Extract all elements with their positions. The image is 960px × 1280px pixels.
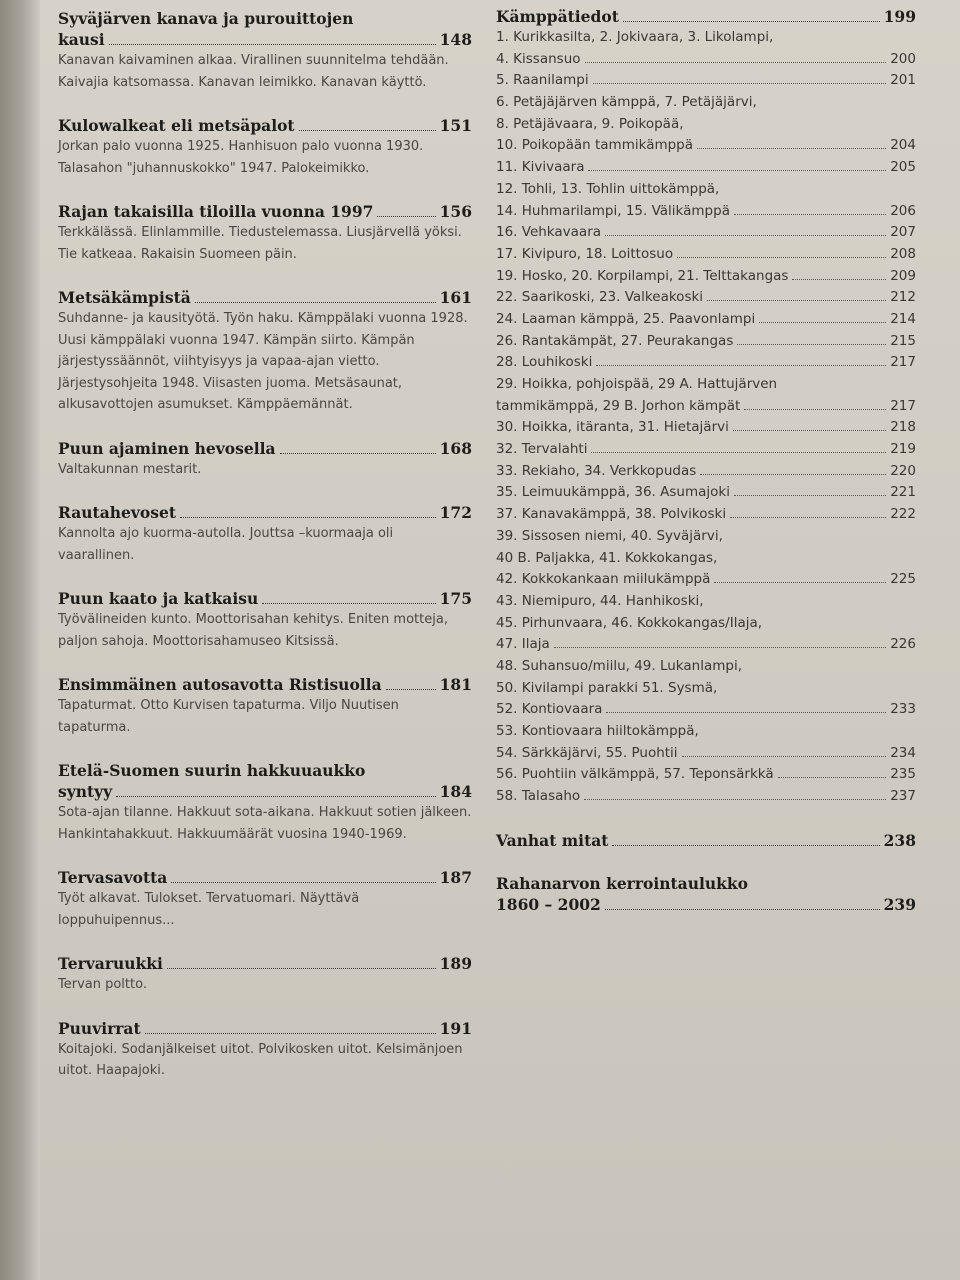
toc-entry-heading bbox=[58, 867, 472, 888]
toc-page-number: 189 bbox=[439, 954, 472, 973]
toc-right-column bbox=[496, 6, 916, 915]
toc-page-number: 218 bbox=[890, 419, 916, 436]
kamppa-list-item-label: 24. Laaman kämppä, 25. Paavonlampi bbox=[496, 310, 756, 327]
leader-dots bbox=[744, 409, 886, 410]
leader-dots bbox=[262, 603, 435, 604]
toc-entry-title: Rautahevoset bbox=[58, 503, 176, 522]
kamppa-list-item-label: 58. Talasaho bbox=[496, 788, 581, 805]
toc-page-number: 191 bbox=[439, 1018, 472, 1038]
toc-entry-heading bbox=[58, 438, 472, 459]
toc-right-sections bbox=[496, 830, 916, 915]
kamppa-list-item bbox=[496, 743, 916, 765]
toc-page-number: 217 bbox=[890, 354, 916, 371]
toc-entry-title: Tervaruukki bbox=[58, 954, 163, 973]
kamppa-list-item-label: tammikämppä, 29 B. Jorhon kämpät bbox=[496, 397, 741, 414]
kamppa-list-item: 8. Petäjävaara, 9. Poikopää, bbox=[496, 115, 684, 132]
toc-entry-title: Tervasavotta bbox=[58, 868, 168, 887]
toc-page-number: 200 bbox=[890, 50, 916, 67]
leader-dots bbox=[167, 968, 436, 969]
toc-page-number: 161 bbox=[439, 288, 472, 307]
toc-entry-heading bbox=[496, 830, 916, 851]
toc-page-number: 239 bbox=[883, 894, 916, 914]
kamppa-list-item-label: 33. Rekiaho, 34. Verkkopudas bbox=[496, 462, 697, 479]
leader-dots bbox=[730, 517, 886, 518]
toc-entry bbox=[58, 674, 472, 738]
leader-dots bbox=[737, 344, 886, 345]
toc-entry-description: Työvälineiden kunto. Moottorisahan kehitys. Eniten motteja, paljon sahoja. Moottorisahamuseo Kitsissä. bbox=[58, 612, 448, 649]
toc-entry-title-line: Syväjärven kanava ja purouittojen bbox=[58, 9, 354, 28]
leader-dots bbox=[585, 62, 887, 63]
kamppa-list-item: 6. Petäjäjärven kämppä, 7. Petäjäjärvi, bbox=[496, 94, 757, 111]
toc-page-number: 212 bbox=[890, 289, 916, 306]
toc-entry bbox=[58, 438, 472, 481]
toc-entry bbox=[58, 1018, 472, 1082]
toc-entry-description: Koitajoki. Sodanjälkeiset uitot. Polvikosken uitot. Kelsimänjoen uitot. Haapajoki. bbox=[58, 1041, 463, 1078]
leader-dots bbox=[195, 302, 436, 303]
toc-entry-heading bbox=[58, 674, 472, 695]
kamppa-list-item-label: 32. Tervalahti bbox=[496, 441, 588, 458]
leader-dots bbox=[280, 453, 436, 454]
kamppa-list-item bbox=[496, 266, 916, 288]
toc-page-number: 206 bbox=[890, 202, 916, 219]
toc-entry-heading bbox=[496, 894, 916, 915]
toc-entry-description: Valtakunnan mestarit. bbox=[58, 461, 202, 477]
toc-entry-heading bbox=[58, 201, 472, 222]
leader-dots bbox=[109, 44, 436, 45]
kamppa-list-item bbox=[496, 352, 916, 374]
kamppa-list-item bbox=[496, 201, 916, 223]
toc-page-number: 204 bbox=[890, 137, 916, 154]
toc-page-number: 184 bbox=[439, 782, 472, 801]
leader-dots bbox=[734, 214, 886, 215]
toc-page-number: 235 bbox=[890, 766, 916, 783]
kamppa-list-item-label: 52. Kontiovaara bbox=[496, 701, 603, 718]
toc-entry bbox=[496, 830, 916, 851]
toc-entry-description: Sota-ajan tilanne. Hakkuut sota-aikana. Hakkuut sotien jälkeen. Hankintahakkuut. Hakkuumäärät vuosina 1940-1969. bbox=[58, 805, 472, 842]
toc-page-number: 199 bbox=[883, 7, 916, 26]
kamppa-list-item bbox=[496, 417, 916, 439]
toc-entry-title: kausi bbox=[58, 30, 105, 49]
toc-entry-title: Rajan takaisilla tiloilla vuonna 1997 bbox=[58, 202, 374, 221]
leader-dots bbox=[554, 647, 886, 648]
toc-entry-heading bbox=[58, 588, 472, 609]
leader-dots bbox=[116, 796, 435, 797]
toc-entry bbox=[58, 115, 472, 179]
toc-page-number: 205 bbox=[890, 159, 916, 176]
kamppa-list-item-label: 47. Ilaja bbox=[496, 636, 550, 653]
kamppa-list-item bbox=[496, 396, 916, 418]
kamppa-list-item: 12. Tohli, 13. Tohlin uittokämppä, bbox=[496, 180, 720, 197]
leader-dots bbox=[605, 235, 886, 236]
toc-page-number: 151 bbox=[439, 116, 472, 135]
toc-entry-title: Kulowalkeat eli metsäpalot bbox=[58, 116, 295, 135]
kamppa-list-item bbox=[496, 222, 916, 244]
kamppa-list-item-label: 4. Kissansuo bbox=[496, 50, 581, 67]
kamppa-list-item-label: 10. Poikopään tammikämppä bbox=[496, 137, 694, 154]
toc-page-number: 148 bbox=[439, 30, 472, 49]
leader-dots bbox=[714, 582, 886, 583]
kamppa-list-item-label: 16. Vehkavaara bbox=[496, 224, 602, 241]
toc-entry bbox=[58, 867, 472, 931]
leader-dots bbox=[591, 452, 886, 453]
toc-entry-heading bbox=[58, 781, 472, 802]
kamppa-list-item-label: 5. Raanilampi bbox=[496, 72, 589, 89]
leader-dots bbox=[584, 799, 886, 800]
toc-entry-title: Ensimmäinen autosavotta Ristisuolla bbox=[58, 675, 382, 694]
toc-entry-heading bbox=[58, 502, 472, 523]
toc-entry-title: syntyy bbox=[58, 782, 113, 801]
leader-dots bbox=[612, 845, 879, 846]
leader-dots bbox=[734, 495, 886, 496]
leader-dots bbox=[180, 517, 436, 518]
toc-entry bbox=[58, 588, 472, 652]
kamppa-list-item bbox=[496, 70, 916, 92]
kamppa-list-item-label: 42. Kokkokankaan miilukämppä bbox=[496, 571, 711, 588]
kamppa-list-item bbox=[496, 157, 916, 179]
toc-entry-title-line: Rahanarvon kerrointaulukko bbox=[496, 873, 748, 893]
leader-dots bbox=[682, 756, 887, 757]
toc-page-number: 222 bbox=[890, 506, 916, 523]
toc-entry-description: Tapaturmat. Otto Kurvisen tapaturma. Viljo Nuutisen tapaturma. bbox=[58, 698, 399, 735]
kamppa-list-item-label: 26. Rantakämpät, 27. Peurakangas bbox=[496, 332, 734, 349]
kamppa-list-item bbox=[496, 764, 916, 786]
leader-dots bbox=[778, 777, 887, 778]
toc-page-number: 201 bbox=[890, 72, 916, 89]
leader-dots bbox=[386, 689, 436, 690]
kamppa-list-item-label: 14. Huhmarilampi, 15. Välikämppä bbox=[496, 202, 730, 219]
toc-page-number: 238 bbox=[883, 830, 916, 850]
kamppa-list-item-label: 19. Hosko, 20. Korpilampi, 21. Telttakangas bbox=[496, 267, 789, 284]
kamppa-list-item bbox=[496, 634, 916, 656]
toc-page-number: 234 bbox=[890, 744, 916, 761]
toc-entry bbox=[58, 760, 472, 845]
kamppa-list-item: 53. Kontiovaara hiiltokämppä, bbox=[496, 723, 699, 739]
kamppa-list-item: 40 B. Paljakka, 41. Kokkokangas, bbox=[496, 549, 718, 566]
leader-dots bbox=[623, 21, 880, 22]
leader-dots bbox=[733, 430, 886, 431]
toc-entry bbox=[58, 953, 472, 996]
kamppa-list-item bbox=[496, 135, 916, 157]
toc-heading-kamppatiedot bbox=[496, 6, 916, 27]
toc-page-number: 225 bbox=[890, 571, 916, 588]
kamppa-list-item: 29. Hoikka, pohjoispää, 29 A. Hattujärven bbox=[496, 376, 778, 392]
toc-page-number: 209 bbox=[890, 267, 916, 284]
leader-dots bbox=[697, 148, 886, 149]
toc-entry-title: Puuvirrat bbox=[58, 1018, 141, 1038]
toc-entry-description: Suhdanne- ja kausityötä. Työn haku. Kämppälaki vuonna 1928. Uusi kämppälaki vuonna 1947. Kämpän siirto. Kämpän järjestyssäännöt, viihtyisyys ja vapaa-ajan vietto. Järjestysohjeita 1948. Viisasten juoma. Metsäsaunat, alkusavottojen asumukset. Kämppäemännät. bbox=[58, 311, 468, 412]
toc-page-number: 219 bbox=[890, 441, 916, 458]
toc-entry bbox=[58, 201, 472, 265]
toc-page-number: 217 bbox=[890, 397, 916, 414]
kamppa-list-item bbox=[496, 569, 916, 591]
kamppa-list bbox=[496, 27, 916, 808]
kamppa-list-item bbox=[496, 699, 916, 721]
toc-page-number: 168 bbox=[439, 438, 472, 458]
leader-dots bbox=[171, 882, 435, 883]
toc-entry bbox=[58, 502, 472, 566]
kamppa-list-item bbox=[496, 309, 916, 331]
kamppa-list-item-label: 35. Leimuukämppä, 36. Asumajoki bbox=[496, 484, 730, 501]
toc-entry bbox=[496, 873, 916, 915]
toc-entry bbox=[58, 8, 472, 93]
toc-entry-description: Tervan poltto. bbox=[58, 977, 147, 992]
kamppa-list-item bbox=[496, 786, 916, 808]
toc-entry-title: Puun kaato ja katkaisu bbox=[58, 589, 259, 608]
kamppa-list-item bbox=[496, 244, 916, 266]
toc-entry-heading bbox=[58, 953, 472, 974]
kamppa-list-item bbox=[496, 461, 916, 483]
toc-entry-description: Terkkälässä. Elinlammille. Tiedustelemassa. Liusjärvellä yöksi. Tie katkeaa. Rakaisin Suomeen päin. bbox=[58, 225, 462, 262]
toc-entry-description: Kannolta ajo kuorma-autolla. Jouttsa –kuormaaja oli vaarallinen. bbox=[58, 526, 394, 563]
toc-entry-title: Puun ajaminen hevosella bbox=[58, 438, 276, 458]
leader-dots bbox=[606, 712, 886, 713]
toc-entry-heading bbox=[58, 1018, 472, 1039]
toc-page-number: 237 bbox=[890, 788, 916, 805]
kamppa-list-item: 48. Suhansuo/miilu, 49. Lukanlampi, bbox=[496, 657, 743, 674]
leader-dots bbox=[700, 474, 886, 475]
leader-dots bbox=[677, 257, 886, 258]
toc-page-number: 226 bbox=[890, 636, 916, 653]
toc-entry-title: Metsäkämpistä bbox=[58, 288, 191, 307]
toc-left-column bbox=[58, 8, 472, 1104]
kamppa-list-item: 39. Sissosen niemi, 40. Syväjärvi, bbox=[496, 527, 723, 544]
kamppa-list-item bbox=[496, 331, 916, 353]
kamppa-list-item-label: 54. Särkkäjärvi, 55. Puohtii bbox=[496, 744, 678, 761]
kamppa-list-item-label: 17. Kivipuro, 18. Loittosuo bbox=[496, 245, 674, 262]
kamppa-list-item-label: 22. Saarikoski, 23. Valkeakoski bbox=[496, 289, 704, 306]
toc-entry-description: Jorkan palo vuonna 1925. Hanhisuon palo vuonna 1930. Talasahon "juhannuskokko" 1947. Palokeimikko. bbox=[58, 139, 424, 176]
toc-page-number: 187 bbox=[439, 868, 472, 887]
toc-page-number: 175 bbox=[439, 589, 472, 608]
toc-page-number: 233 bbox=[890, 701, 916, 718]
toc-entry-heading bbox=[58, 29, 472, 50]
toc-entry-title: 1860 – 2002 bbox=[496, 894, 601, 914]
toc-page-number: 156 bbox=[439, 202, 472, 221]
kamppa-list-item-label: 28. Louhikoski bbox=[496, 354, 593, 371]
leader-dots bbox=[605, 909, 880, 910]
toc-page-number: 208 bbox=[890, 245, 916, 262]
leader-dots bbox=[145, 1033, 436, 1034]
leader-dots bbox=[596, 365, 886, 366]
toc-page-number: 214 bbox=[890, 310, 916, 327]
kamppa-list-item bbox=[496, 439, 916, 461]
leader-dots bbox=[759, 322, 886, 323]
toc-page-number: 207 bbox=[890, 224, 916, 241]
leader-dots bbox=[299, 130, 436, 131]
leader-dots bbox=[593, 83, 887, 84]
toc-entry-title: Vanhat mitat bbox=[496, 830, 609, 850]
kamppa-list-item: 43. Niemipuro, 44. Hanhikoski, bbox=[496, 592, 704, 609]
leader-dots bbox=[588, 170, 886, 171]
kamppa-list-item-label: 30. Hoikka, itäranta, 31. Hietajärvi bbox=[496, 419, 729, 436]
page-gutter-shadow bbox=[0, 0, 40, 1280]
leader-dots bbox=[707, 300, 886, 301]
kamppa-list-item bbox=[496, 482, 916, 504]
kamppa-list-item: 50. Kivilampi parakki 51. Sysmä, bbox=[496, 679, 718, 696]
toc-page-number: 220 bbox=[890, 462, 916, 479]
toc-entry-heading bbox=[58, 115, 472, 136]
toc-entry-description: Kanavan kaivaminen alkaa. Virallinen suunnitelma tehdään. Kaivajia katsomassa. Kanavan leimikko. Kanavan käyttö. bbox=[58, 53, 449, 90]
toc-entry-title-line: Etelä-Suomen suurin hakkuuaukko bbox=[58, 761, 366, 780]
toc-entry bbox=[58, 287, 472, 416]
kamppa-list-item bbox=[496, 504, 916, 526]
kamppa-list-item bbox=[496, 49, 916, 71]
toc-entry-description: Työt alkavat. Tulokset. Tervatuomari. Näyttävä loppuhuipennus... bbox=[58, 891, 360, 928]
kamppa-list-item bbox=[496, 287, 916, 309]
kamppa-list-item-label: 11. Kivivaara bbox=[496, 159, 585, 176]
leader-dots bbox=[377, 216, 435, 217]
toc-page-number: 181 bbox=[439, 675, 472, 694]
kamppa-list-item: 45. Pirhunvaara, 46. Kokkokangas/Ilaja, bbox=[496, 614, 763, 631]
toc-page-number: 221 bbox=[890, 484, 916, 501]
leader-dots bbox=[792, 279, 886, 280]
toc-page-number: 215 bbox=[890, 332, 916, 349]
toc-heading-title: Kämppätiedot bbox=[496, 7, 619, 26]
kamppa-list-item-label: 56. Puohtiin välkämppä, 57. Teponsärkkä bbox=[496, 766, 774, 783]
kamppa-list-item-label: 37. Kanavakämppä, 38. Polvikoski bbox=[496, 506, 727, 523]
toc-entry-heading bbox=[58, 287, 472, 308]
kamppa-list-item: 1. Kurikkasilta, 2. Jokivaara, 3. Likolampi, bbox=[496, 29, 774, 45]
toc-page-number: 172 bbox=[439, 503, 472, 522]
